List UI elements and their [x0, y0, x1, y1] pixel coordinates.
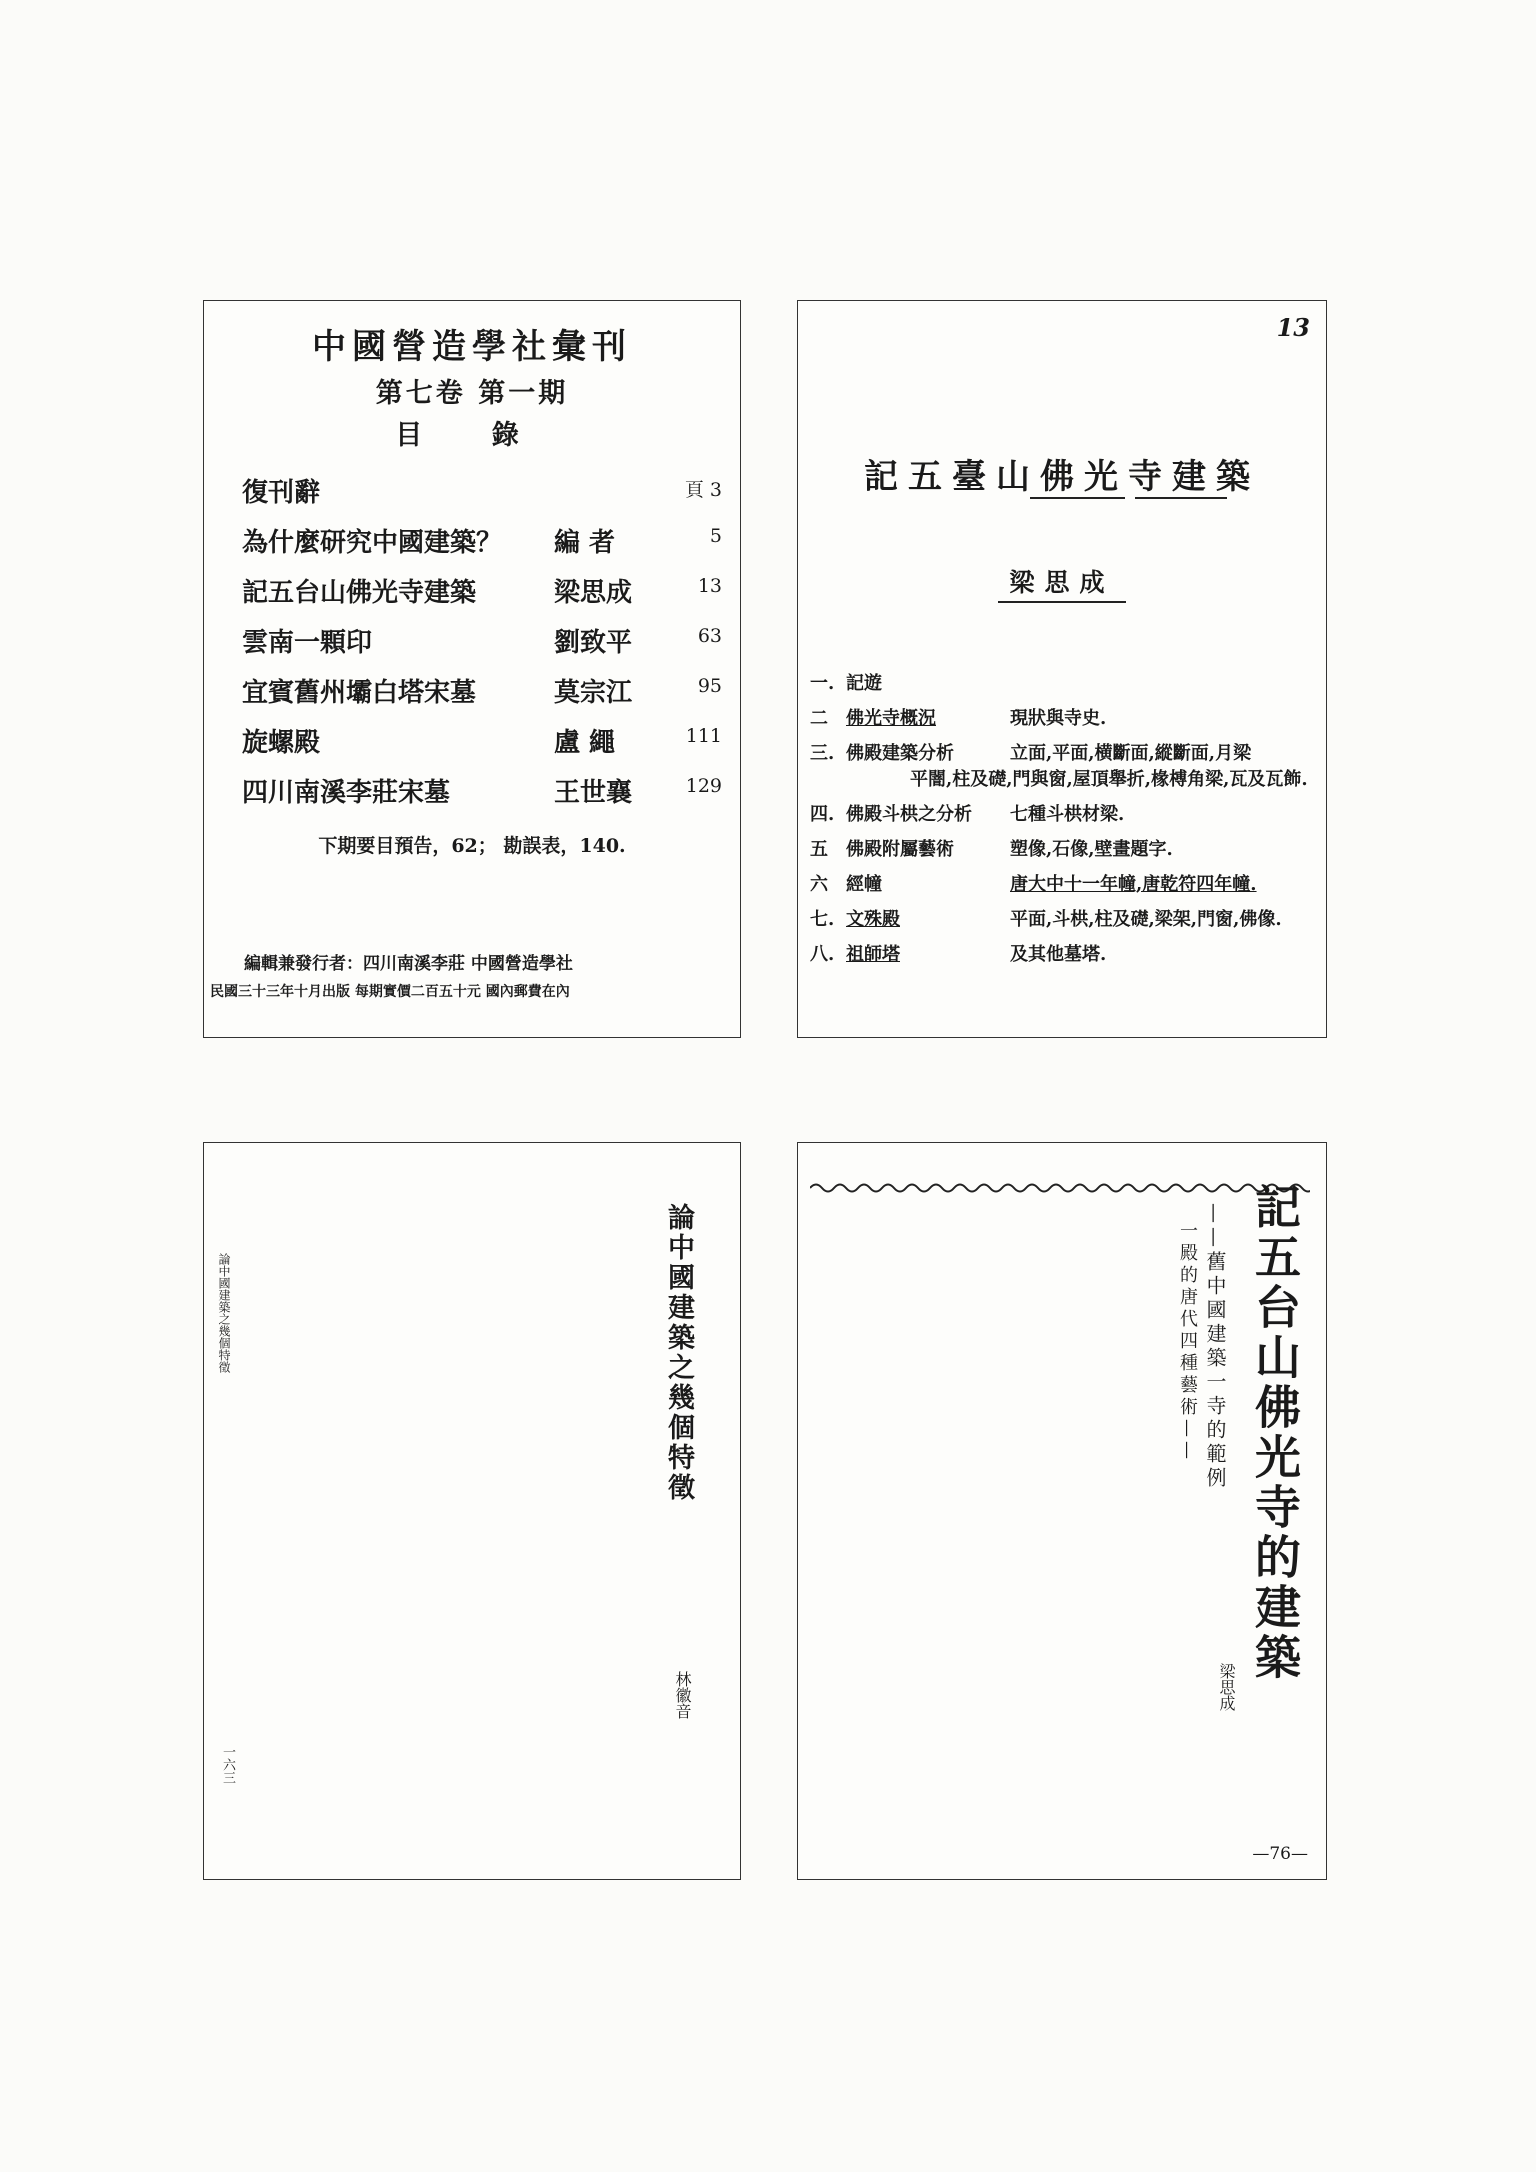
outline-heading: 文殊殿 — [846, 909, 900, 930]
outline-content: 塑像,石像,壁畫題字. — [1010, 839, 1173, 860]
publisher-line: 編輯兼發行者：四川南溪李莊 中國營造學社 — [244, 954, 573, 974]
toc-entry-title: 復刊辭 — [242, 478, 321, 508]
next-issue-note: 下期要目預告，62； 勘誤表，140. — [318, 835, 626, 857]
toc-entry-page: 5 — [709, 525, 722, 547]
outline-number: 八. — [810, 944, 835, 965]
outline-continuation: 平闇,柱及礎,門與窗,屋頂舉折,椽榑角梁,瓦及瓦飾. — [910, 769, 1308, 790]
toc-entry — [242, 466, 722, 516]
article-outline-page — [797, 300, 1327, 1038]
outline-heading: 佛殿斗栱之分析 — [846, 804, 972, 825]
toc-entry-title: 宜賓舊州壩白塔宋墓 — [242, 678, 477, 708]
outline-number: 五 — [810, 839, 828, 860]
toc-entry-title: 為什麼研究中國建築？ — [242, 528, 503, 558]
essay-author: 林徽音 — [673, 1671, 692, 1719]
toc-entry-author: 盧 繩 — [554, 728, 616, 758]
contents-heading: 目 錄 — [395, 420, 549, 451]
outline-content: 七種斗栱材梁. — [1010, 804, 1125, 825]
outline-number: 二 — [810, 708, 828, 729]
toc-entry-title: 雲南一顆印 — [242, 628, 373, 658]
outline-heading: 佛殿建築分析 — [846, 743, 954, 764]
outline-number: 七. — [810, 909, 835, 930]
outline-item — [810, 741, 1314, 793]
outline-item — [810, 907, 1314, 933]
toc-entry-author: 梁思成 — [554, 578, 633, 608]
outline-number: 六 — [810, 874, 828, 895]
toc-entry — [242, 516, 722, 566]
journal-title: 中國營造學社彙刊 — [312, 327, 632, 367]
toc-entry-page: 頁 3 — [684, 479, 722, 501]
title-underline — [1030, 497, 1125, 499]
running-footer: 論中國建築之幾個特徵 — [217, 1253, 231, 1373]
outline-content: 及其他墓塔. — [1010, 944, 1107, 965]
reprint-subtitle: 一殿的唐代四種藝術—— — [1177, 1221, 1198, 1463]
toc-entry-page: 129 — [685, 775, 722, 797]
outline-content: 現狀與寺史. — [1010, 708, 1107, 729]
title-underline — [1135, 497, 1227, 499]
toc-entry — [242, 616, 722, 666]
toc-entry-title: 記五台山佛光寺建築 — [242, 578, 477, 608]
toc-entry-title: 旋螺殿 — [242, 728, 321, 758]
toc-entry-page: 13 — [697, 575, 722, 597]
toc-entry-page: 95 — [697, 675, 722, 697]
page-number: —76— — [1252, 1844, 1308, 1864]
outline-content: 平面,斗栱,柱及礎,梁架,門窗,佛像. — [1010, 909, 1282, 930]
toc-entry-page: 111 — [685, 725, 722, 747]
outline-item — [810, 872, 1314, 898]
outline-heading: 佛光寺概況 — [846, 708, 936, 729]
outline-content: 立面,平面,横斷面,縱斷面,月梁 — [1010, 743, 1252, 764]
wave-border — [810, 1181, 1310, 1195]
outline-number: 四. — [810, 804, 835, 825]
volume-label: 第七卷 第一期 — [375, 378, 569, 409]
page-number: 一六三 — [220, 1745, 235, 1784]
outline-list — [810, 671, 1314, 977]
toc-list — [242, 466, 722, 816]
toc-entry — [242, 716, 722, 766]
outline-item — [810, 671, 1314, 697]
page-number: 13 — [1276, 313, 1310, 342]
toc-entry — [242, 566, 722, 616]
toc-entry-author: 編 者 — [554, 528, 616, 558]
toc-entry-author: 莫宗江 — [554, 678, 633, 708]
reprint-author: 梁思成 — [1217, 1663, 1236, 1711]
toc-entry — [242, 666, 722, 716]
article-author: 梁思成 — [1009, 568, 1115, 597]
outline-heading: 記遊 — [846, 673, 882, 694]
toc-entry-title: 四川南溪李莊宋墓 — [242, 778, 451, 808]
essay-page — [203, 1142, 741, 1880]
outline-content: 唐大中十一年幢,唐乾符四年幢. — [1010, 874, 1257, 895]
outline-number: 一. — [810, 673, 835, 694]
toc-entry-author: 劉致平 — [554, 628, 633, 658]
outline-item — [810, 706, 1314, 732]
toc-entry-author: 王世襄 — [554, 778, 633, 808]
outline-heading: 經幢 — [846, 874, 882, 895]
outline-number: 三. — [810, 743, 835, 764]
publication-info: 民國三十三年十月出版 每期實價二百五十元 國內郵費在內 — [210, 984, 570, 1000]
toc-page — [203, 300, 741, 1038]
toc-entry — [242, 766, 722, 816]
article-title: 記五臺山佛光寺建築 — [864, 457, 1260, 497]
toc-entry-page: 63 — [697, 625, 722, 647]
outline-item — [810, 837, 1314, 863]
author-underline — [998, 601, 1126, 603]
reprint-subtitle: ——舊中國建築一寺的範例 — [1203, 1203, 1227, 1491]
outline-heading: 祖師塔 — [846, 944, 900, 965]
reprint-page — [797, 1142, 1327, 1880]
outline-heading: 佛殿附屬藝術 — [846, 839, 954, 860]
essay-title: 論中國建築之幾個特徵 — [663, 1203, 694, 1503]
reprint-title: 記五台山佛光寺的建築 — [1248, 1183, 1302, 1683]
outline-item — [810, 802, 1314, 828]
outline-item — [810, 942, 1314, 968]
